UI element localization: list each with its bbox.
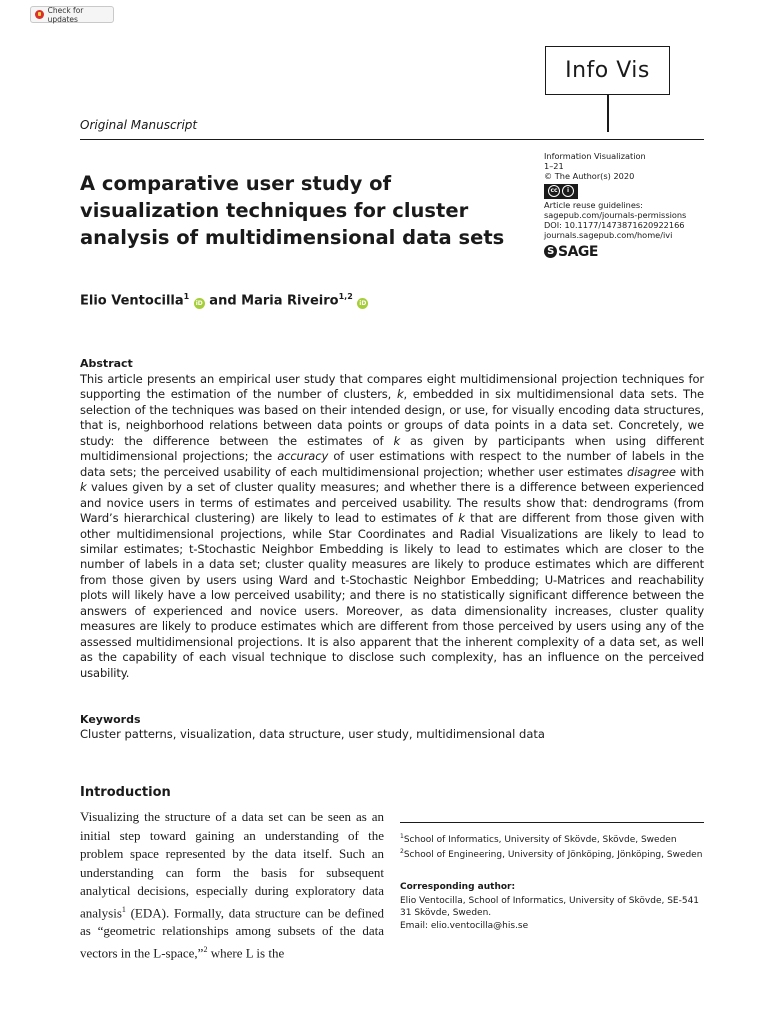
affiliation-ref: 1 — [183, 292, 190, 301]
author-list — [80, 292, 368, 309]
introduction-body — [80, 808, 384, 963]
update-icon — [35, 10, 44, 19]
abstract-text: values given by a set of cluster quality measures; and whether there is a difference between experienced and novice users in terms of estimates and perceived usability. The results show that: dendrograms (from Ward’s hierarchical clustering) are likely to lead to estimates of — [80, 480, 704, 526]
math-k: k — [458, 511, 465, 526]
body-text: (EDA). Formally, data structure can be defined as “geometric relationships among subsets of the data vectors in the L-space,” — [80, 904, 384, 961]
publisher-logo — [544, 245, 719, 258]
abstract-text: that are different from those given with other multidimensional projections, while Star Coordinates and Radial Visualizations are likely to lead to similar estimates; t-Stochastic Neighbor Embedding is likely to lead to estimates which are closer to the number of labels in a data set; cluster quality measures are likely to produce estimates which are different from those given by users using Ward and t-Stochastic Neighbor Embedding; U-Matrices and reachability plots will likely have a low perceived usability; and there is no statistically significant difference between the answers of experienced and novice users. Moreover, as data dimensionality increases, cluster quality measures are likely to produce estimates which are different from those perceived by users using any of the assessed multidimensional projections. It is also apparent that the inherent complexity of a data set, as well as the capability of each visual technique to disclose such complexity, has an influence on the perceived usability. — [80, 511, 704, 680]
affiliation-item — [400, 831, 704, 846]
article-type: Original Manuscript — [80, 118, 198, 132]
cc-circle-icon: cc — [548, 185, 560, 197]
author-name: Maria Riveiro — [241, 293, 339, 309]
affiliation-text: School of Informatics, University of Skövde, Skövde, Sweden — [403, 835, 677, 845]
journal-name: Information Visualization — [544, 151, 646, 161]
page-range: 1–21 — [544, 161, 564, 172]
publisher-name: SAGE — [558, 243, 598, 260]
header-divider — [80, 139, 704, 140]
body-text: where L is the — [207, 945, 285, 961]
abstract-text: , embedded in six multidimensional data sets. The selection of the techniques was based on their intended design, or use, for visually encoding data structures, that is, neighborhood relations between data points or groups of data points in a data set. Concretely, we study: the difference between the estimates of — [80, 387, 704, 448]
abstract-text: This article presents an empirical user study that compares eight multidimensional projection techniques for supporting the estimation of the number of clusters, — [80, 372, 704, 402]
citation-ref[interactable]: 1 — [121, 904, 126, 914]
abstract-text: of user estimations with respect to the number of labels in the data sets; the perceived usability of each multidimensional projection; whether user estimates — [80, 449, 704, 479]
math-k: k — [396, 387, 404, 402]
emphasis: disagree — [627, 464, 676, 479]
cc-license-icon[interactable] — [544, 184, 578, 199]
affiliation-number: 1 — [400, 833, 404, 840]
math-k: k — [393, 433, 401, 448]
affiliation-item — [400, 846, 704, 861]
emphasis: accuracy — [277, 449, 329, 464]
citation-ref[interactable]: 2 — [203, 944, 208, 954]
abstract-text: as given by participants when using different multidimensional projections; the — [80, 433, 704, 464]
abstract-text: with — [675, 464, 704, 479]
math-k: k — [80, 480, 87, 495]
journal-logo: Info Vis — [545, 46, 670, 95]
footnote-divider — [400, 822, 704, 823]
affiliations — [400, 831, 704, 862]
corresponding-email[interactable]: Email: elio.ventocilla@his.se — [400, 920, 529, 931]
check-for-updates-button[interactable] — [30, 6, 114, 23]
doi[interactable]: DOI: 10.1177/1473871620922166 — [544, 220, 685, 231]
affiliation-number: 2 — [400, 848, 404, 856]
orcid-icon[interactable]: iD — [195, 300, 203, 308]
affiliation-ref: 1,2 — [338, 292, 353, 301]
paper-title: A comparative user study of visualization techniques for cluster analysis of multidimensional data sets — [80, 172, 505, 249]
journal-metadata — [544, 151, 719, 258]
keywords-heading: Keywords — [80, 713, 141, 726]
logo-stem — [607, 95, 609, 132]
permissions-link[interactable]: sagepub.com/journals-permissions — [544, 209, 687, 220]
abstract-heading: Abstract — [80, 357, 133, 370]
author-name: Elio Ventocilla — [80, 293, 184, 309]
body-text: Visualizing the structure of a data set can be seen as an initial step toward gaining an understanding of the problem space represented by the data itself. Such an understanding can form the basis for subsequent analytical decisions, especially during exploratory data analysis — [80, 809, 384, 920]
orcid-icon[interactable]: iD — [359, 300, 367, 308]
affiliation-text: School of Engineering, University of Jönköping, Jönköping, Sweden — [403, 850, 703, 861]
journal-homepage-link[interactable]: journals.sagepub.com/home/ivi — [544, 230, 673, 241]
sage-icon: S — [544, 245, 557, 258]
introduction-heading: Introduction — [80, 785, 171, 800]
by-circle-icon: i — [562, 185, 574, 197]
corresponding-address: Elio Ventocilla, School of Informatics, University of Skövde, SE-541 31 Skövde, Sweden. — [400, 896, 700, 919]
corresponding-author-heading: Corresponding author: — [400, 882, 516, 892]
abstract-body — [80, 372, 704, 681]
reuse-guidelines-label: Article reuse guidelines: — [544, 199, 643, 210]
author-connector: and — [204, 293, 242, 309]
copyright: © The Author(s) 2020 — [544, 171, 635, 182]
keywords-list: Cluster patterns, visualization, data structure, user study, multidimensional data — [80, 727, 545, 741]
corresponding-author-details — [400, 895, 704, 932]
check-for-updates-label: Check for updates — [47, 5, 84, 24]
